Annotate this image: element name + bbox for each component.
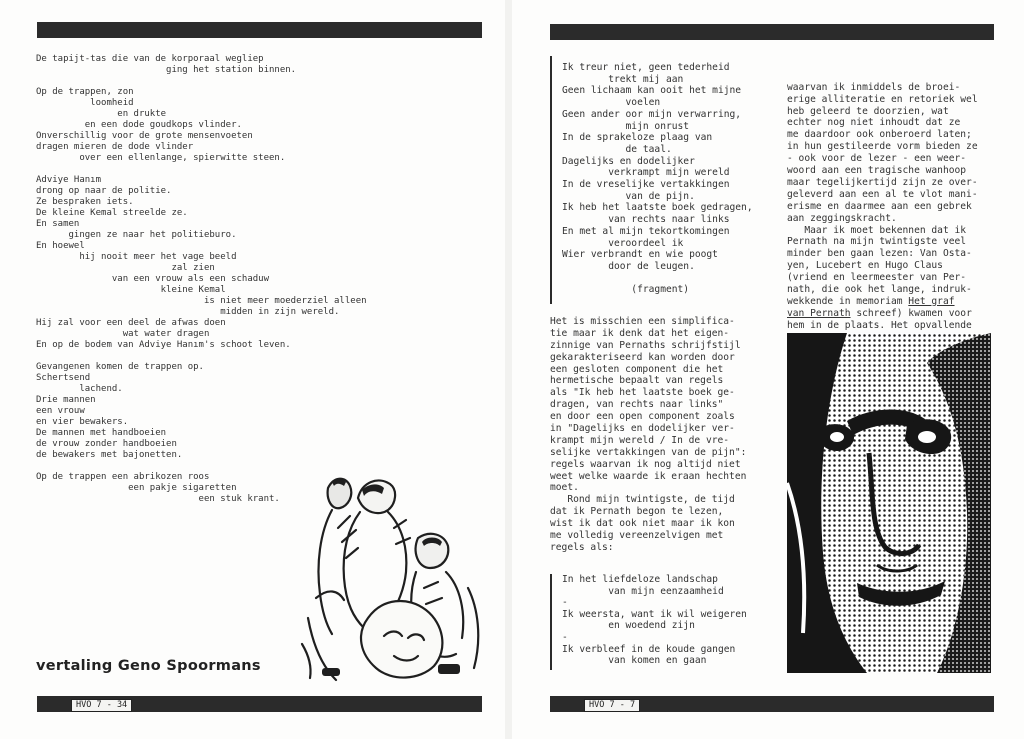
poem-line: lachend. — [36, 384, 123, 394]
essay-line: van Pernath schreef) kwamen voor — [787, 307, 972, 319]
poem-line: Schertsend — [36, 373, 91, 383]
poem-line: een stuk krant. — [36, 494, 280, 504]
poem-line: de bewakers met bajonetten. — [36, 450, 183, 460]
gutter — [505, 0, 512, 739]
essay-line: zinnige van Pernaths schrijfstijl — [550, 339, 741, 351]
poem-line: en een dode goudkops vlinder. — [36, 120, 242, 130]
poem-line: De tapijt-tas die van de korporaal wegliep — [36, 54, 264, 64]
top-bar-left — [37, 22, 482, 38]
poem-line: is niet meer moederziel alleen — [36, 296, 367, 306]
poem-line: wat water dragen — [36, 329, 210, 339]
quoted-poem-line: en woedend zijn — [562, 620, 695, 632]
essay-line: regels als: — [550, 541, 614, 553]
essay-line: me daardoor ook onberoerd laten; — [787, 129, 972, 141]
page-number-tag: HVO 7 - 34 — [71, 699, 132, 712]
boxed-poem-line: verkrampt mijn wereld — [562, 167, 730, 179]
poem-line: dragen mieren de dode vlinder — [36, 142, 194, 152]
essay-line: wist ik dat ook niet maar ik kon — [550, 518, 735, 530]
essay-line: (vriend en leermeester van Per- — [787, 272, 967, 284]
poem-line: De kleine Kemal streelde ze. — [36, 208, 188, 218]
essay-line: aan zeggingskracht. — [787, 212, 897, 224]
essay-line: erisme en daarmee aan een gebrek — [787, 200, 972, 212]
quoted-poem-line: Ik verbleef in de koude gangen — [562, 643, 736, 655]
essay-line: dragen, van rechts naar links" — [550, 399, 724, 411]
essay-line: gekarakteriseerd kan worden door — [550, 351, 735, 363]
essay-line: en door een open component zoals — [550, 411, 735, 423]
top-bar-right — [550, 24, 994, 40]
poem-line: ging het station binnen. — [36, 65, 297, 75]
essay-line: dat ik Pernath begon te lezen, — [550, 506, 724, 518]
boxed-poem-line: veroordeel ik — [562, 237, 684, 249]
poem-line: Ze bespraken iets. — [36, 197, 134, 207]
quoted-poem-line: van komen en gaan — [562, 655, 707, 667]
essay-line: regels waarvan ik nog altijd niet — [550, 458, 741, 470]
poem-line: hij nooit meer het vage beeld — [36, 252, 237, 262]
poem-line: Drie mannen — [36, 395, 96, 405]
essay-line: in hun gestileerde vorm bieden ze — [787, 141, 978, 153]
quoted-poem-line: - — [562, 597, 568, 609]
essay-line: waarvan ik inmiddels de broei- — [787, 81, 961, 93]
essay-line: nath, die ook het lange, indruk- — [787, 283, 972, 295]
translator-credit: vertaling Geno Spoormans — [36, 658, 261, 674]
underlined-title: van Pernath — [787, 307, 851, 319]
essay-line: selijke vertakkingen van de pijn": — [550, 446, 747, 458]
quoted-poem — [550, 574, 782, 670]
boxed-poem-line: van de pijn. — [562, 190, 695, 202]
poem-line: van een vrouw als een schaduw — [36, 274, 269, 284]
poem-line: een pakje sigaretten — [36, 483, 237, 493]
poem-line: Onverschillig voor de grote mensenvoeten — [36, 131, 253, 141]
essay-line: maar tegelijkertijd zijn ze over- — [787, 176, 978, 188]
poem-line: Op de trappen een abrikozen roos — [36, 472, 210, 482]
essay-column-right — [787, 58, 978, 343]
boxed-poem-line: door de leugen. — [562, 260, 695, 272]
underlined-title: Het graf — [908, 295, 955, 307]
quoted-poem-line: In het liefdeloze landschap — [562, 574, 718, 585]
poem-line — [36, 351, 367, 362]
poem-line: en drukte — [36, 109, 167, 119]
boxed-poem-line: In de sprakeloze plaag van — [562, 132, 713, 144]
boxed-poem-line: de taal. — [562, 143, 672, 155]
boxed-poem-line: voelen — [562, 97, 661, 109]
poem-line: gingen ze naar het politieburo. — [36, 230, 237, 240]
poem-line: de vrouw zonder handboeien — [36, 439, 177, 449]
page-number-tag-right: HVO 7 - 7 — [584, 699, 640, 712]
poem-line: En samen — [36, 219, 80, 229]
boxed-poem-line: (fragment) — [562, 284, 690, 296]
boxed-poem-line: En met al mijn tekortkomingen — [562, 225, 730, 237]
essay-column-left — [550, 316, 746, 554]
essay-line: geleverd aan een al te vlot mani- — [787, 188, 978, 200]
boxed-poem-line: Geen lichaam kan ooit het mijne — [562, 85, 742, 97]
quoted-poem-line: van mijn eenzaamheid — [562, 585, 724, 597]
poem-line — [36, 164, 367, 175]
essay-line: een gesloten component die het — [550, 363, 724, 375]
essay-line: Maar ik moet bekennen dat ik — [787, 224, 967, 236]
poem-line: En hoewel — [36, 241, 85, 251]
essay-line: hermetische bepaalt van regels — [550, 375, 724, 387]
poem-line: De mannen met handboeien — [36, 428, 167, 438]
essay-line: wekkende in memoriam Het graf — [787, 295, 955, 307]
poem-line: Op de trappen, zon — [36, 87, 134, 97]
essay-line: Het is misschien een simplifica- — [550, 316, 735, 327]
boxed-poem-line: van rechts naar links — [562, 214, 730, 226]
essay-line: echter nog niet inhoudt dat ze — [787, 117, 961, 129]
quoted-poem-line: - — [562, 632, 568, 643]
poem-line — [36, 76, 367, 87]
essay-line: in "Dagelijks en dodelijker ver- — [550, 423, 735, 435]
bottom-bar-right — [550, 696, 994, 712]
boxed-poem-line: In de vreselijke vertakkingen — [562, 179, 730, 190]
essay-line: minder ben gaan lezen: Van Osta- — [787, 248, 972, 260]
essay-line: krampt mijn wereld / In de vre- — [550, 434, 730, 446]
poem-line: Hij zal voor een deel de afwas doen — [36, 318, 226, 328]
ink-sketch-figures-icon — [298, 468, 488, 690]
poem-line: loomheid — [36, 98, 134, 108]
essay-line: heb geleerd te doorzien, wat — [787, 105, 949, 117]
poem-line: zal zien — [36, 263, 215, 273]
boxed-poem-line: trekt mij aan — [562, 73, 684, 85]
poem-line: kleine Kemal — [36, 285, 226, 295]
bottom-bar-left — [37, 696, 482, 712]
essay-line: tie maar ik denk dat het eigen- — [550, 327, 730, 339]
essay-line: erige alliteratie en retoriek wel — [787, 93, 978, 105]
boxed-poem-line: Wier verbrandt en wie poogt — [562, 249, 718, 261]
poem-line: een vrouw — [36, 406, 85, 416]
poem-line: midden in zijn wereld. — [36, 307, 340, 317]
essay-line: me volledig vereenzelvigen met — [550, 530, 724, 542]
quoted-poem-line: Ik weersta, want ik wil weigeren — [562, 608, 747, 620]
essay-line: hem in de plaats. Het opvallende — [787, 319, 972, 331]
boxed-poem-line: mijn onrust — [562, 120, 690, 132]
essay-line: weet welke waarde ik eraan hechten — [550, 470, 747, 482]
essay-line: Rond mijn twintigste, de tijd — [550, 494, 735, 506]
essay-line: als "Ik heb het laatste boek ge- — [550, 387, 735, 399]
poem-line: Gevangenen komen de trappen op. — [36, 362, 204, 372]
poem-line: en vier bewakers. — [36, 417, 129, 427]
left-poem — [36, 54, 367, 505]
boxed-poem-line: Ik heb het laatste boek gedragen, — [562, 202, 753, 214]
halftone-portrait-photo-icon — [787, 333, 991, 673]
boxed-poem — [550, 56, 762, 304]
boxed-poem-line: Ik treur niet, geen tederheid — [562, 62, 730, 73]
poem-line: Adviye Hanım — [36, 175, 102, 185]
poem-line: En op de bodem van Adviye Hanım's schoot leven. — [36, 340, 291, 350]
essay-line: Pernath na mijn twintigste veel — [787, 236, 967, 248]
poem-line: over een ellenlange, spierwitte steen. — [36, 153, 286, 163]
essay-line: woord aan een tragische wanhoop — [787, 165, 967, 177]
boxed-poem-line: Geen ander oor mijn verwarring, — [562, 108, 742, 120]
left-page — [0, 0, 505, 739]
poem-line: drong op naar de politie. — [36, 186, 172, 196]
boxed-poem-line: Dagelijks en dodelijker — [562, 155, 695, 167]
essay-line: moet. — [550, 482, 579, 494]
essay-line: - ook voor de lezer - een weer- — [787, 153, 967, 165]
essay-line: yen, Lucebert en Hugo Claus — [787, 260, 943, 272]
